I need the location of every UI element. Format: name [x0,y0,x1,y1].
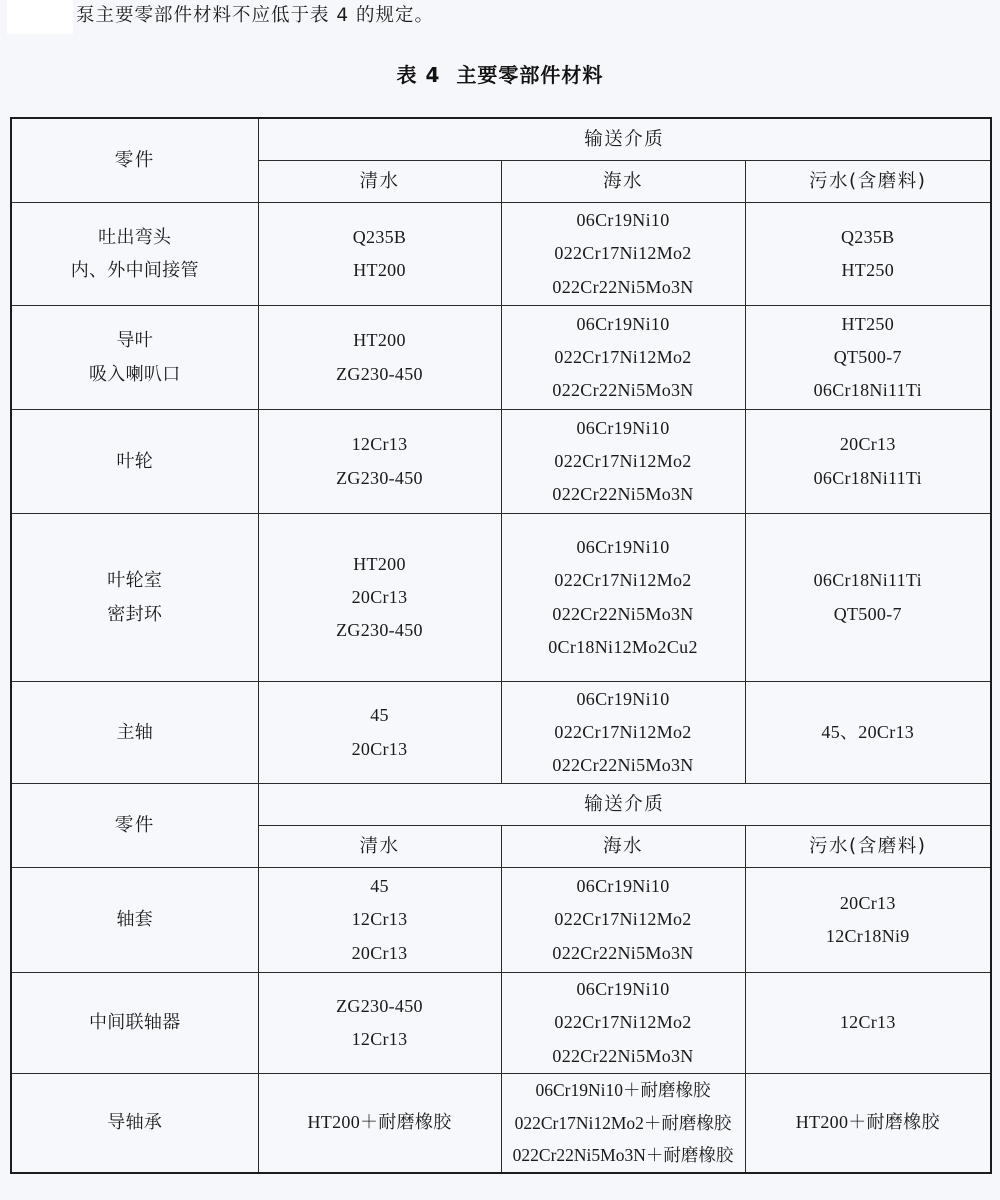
header-cell-part-repeat [11,784,258,868]
stack-sea [502,306,745,409]
row-sea-cell [501,514,745,682]
table-caption-number: 表 4 [396,63,441,87]
text-line: 022Cr17Ni12Mo2 [554,346,692,367]
text-line: 吐出弯头 [98,226,172,247]
text-line: 06Cr18Ni11Ti [813,467,922,488]
text-line: 022Cr22Ni5Mo3N [552,942,694,963]
stack-fresh [259,410,501,513]
stack-fresh [259,306,501,409]
row-waste-cell [745,682,991,784]
text-line: 20Cr13 [351,586,408,607]
row-part-cell [11,1073,258,1173]
text-line: HT200 [353,553,406,574]
header-sea-water-label: 海水 [602,170,643,192]
text-line: 022Cr22Ni5Mo3N＋耐磨橡胶 [512,1145,734,1166]
text-line: HT250 [841,313,894,334]
header-fresh-water-label: 清水 [359,170,400,192]
table-caption-title: 主要零部件材料 [456,63,604,87]
text-line: 022Cr17Ni12Mo2 [554,909,692,930]
stack-fresh [259,868,501,972]
table-caption [0,59,1000,88]
row-part-cell [11,203,258,306]
stack-sea [502,203,745,305]
stack-waste [746,868,991,972]
text-line: HT200 [353,260,406,280]
text-line: 12Cr13 [351,1028,408,1049]
text-line: 022Cr22Ni5Mo3N [552,755,694,776]
stack-waste [746,514,991,681]
row-waste-cell [745,306,991,410]
row-fresh-cell [258,514,501,682]
header-cell-part [11,118,258,203]
text-line: 密封环 [107,603,163,624]
text-line: 45 [370,876,389,897]
row-sea-cell [501,410,745,514]
text-line: HT200＋耐磨橡胶 [795,1112,940,1133]
header-sea-water-label: 海水 [602,835,643,857]
stack-part [12,410,258,513]
text-line: 主轴 [116,721,154,742]
header-cell-fresh-water [258,161,501,203]
header-waste-water-label: 污水(含磨料) [809,170,927,192]
text-line: 12Cr13 [351,434,408,455]
stack-fresh [259,682,501,783]
table-row [11,1073,991,1173]
text-line: 20Cr13 [351,942,408,963]
row-sea-cell [501,868,745,973]
text-line: 导轴承 [107,1112,163,1133]
row-waste-cell [745,203,991,306]
row-fresh-cell [258,973,501,1074]
row-fresh-cell [258,682,501,784]
stack-waste [746,682,991,783]
text-line: 0Cr18Ni12Mo2Cu2 [548,636,698,657]
text-line: QT500-7 [833,346,902,367]
row-fresh-cell [258,306,501,410]
stack-part [12,306,258,409]
row-waste-cell [745,868,991,973]
text-line: ZG230-450 [336,995,423,1016]
row-sea-cell [501,1073,745,1173]
text-line: 06Cr19Ni10 [576,536,670,557]
stack-waste [746,306,991,409]
row-part-cell [11,682,258,784]
text-line: 06Cr18Ni11Ti [813,570,922,591]
row-waste-cell [745,410,991,514]
header-part-label: 零件 [114,814,155,836]
text-line: ZG230-450 [336,363,423,384]
intro-paragraph [0,0,1000,40]
text-line: 06Cr19Ni10 [576,417,670,438]
text-line: 06Cr18Ni11Ti [813,380,922,401]
stack-fresh [259,514,501,681]
intro-text: 泵主要零部件材料不应低于表 4 的规定。 [76,5,435,26]
table-row [11,203,991,306]
stack-part [12,868,258,972]
text-line: 06Cr19Ni10 [576,210,670,231]
text-line: 06Cr19Ni10 [576,688,670,709]
materials-table-wrapper [10,117,990,1174]
row-part-cell [11,973,258,1074]
stack-sea [502,410,745,513]
row-waste-cell [745,1073,991,1173]
text-line: QT500-7 [833,603,902,624]
row-fresh-cell [258,868,501,973]
header-cell-sea-water-repeat [501,826,745,868]
stack-part [12,973,258,1073]
row-waste-cell [745,514,991,682]
text-line: 叶轮室 [107,570,163,591]
header-cell-waste-water-repeat [745,826,991,868]
stack-sea [502,514,745,681]
text-line: 导叶 [116,330,154,351]
row-sea-cell [501,682,745,784]
text-line: 吸入喇叭口 [89,363,181,384]
stack-sea [502,868,745,972]
text-line: Q235B [840,226,895,247]
text-line: 022Cr17Ni12Mo2 [554,570,692,591]
stack-fresh [259,973,501,1073]
text-line: 022Cr17Ni12Mo2 [554,721,692,742]
table-header-row-top [11,118,991,161]
text-line: 内、外中间接管 [70,260,199,280]
table-row [11,868,991,973]
text-line: 022Cr22Ni5Mo3N [552,1045,694,1066]
header-medium-label: 输送介质 [584,128,665,150]
row-sea-cell [501,306,745,410]
text-line: 022Cr17Ni12Mo2 [554,1012,692,1033]
stack-waste [746,203,991,305]
table-row [11,973,991,1074]
header-cell-waste-water [745,161,991,203]
row-fresh-cell [258,410,501,514]
row-fresh-cell [258,203,501,306]
stack-part [12,1074,258,1172]
text-line: 45、20Cr13 [821,721,915,742]
stack-waste [746,973,991,1073]
row-part-cell [11,514,258,682]
header-fresh-water-label: 清水 [359,835,400,857]
header-cell-medium-repeat [258,784,991,826]
text-line: 06Cr19Ni10 [576,313,670,334]
text-line: 20Cr13 [839,892,896,913]
text-line: 022Cr22Ni5Mo3N [552,603,694,624]
text-line: 45 [370,705,389,726]
header-cell-fresh-water-repeat [258,826,501,868]
table-header-row-top-repeat [11,784,991,826]
stack-sea [502,973,745,1073]
header-cell-sea-water [501,161,745,203]
row-waste-cell [745,973,991,1074]
stack-waste [746,1074,991,1172]
text-line: ZG230-450 [336,620,423,641]
text-line: 06Cr19Ni10 [576,979,670,999]
table-row [11,514,991,682]
text-line: 12Cr18Ni9 [825,926,910,946]
text-line: 022Cr17Ni12Mo2＋耐磨橡胶 [514,1112,732,1133]
text-line: HT200＋耐磨橡胶 [307,1112,452,1133]
text-line: 叶轮 [116,450,154,471]
row-fresh-cell [258,1073,501,1173]
text-line: 06Cr19Ni10 [576,876,670,897]
text-line: 20Cr13 [839,434,896,455]
stack-fresh [259,203,501,305]
text-line: 022Cr17Ni12Mo2 [554,450,692,471]
header-cell-medium [258,118,991,161]
header-part-label: 零件 [114,149,155,171]
stack-part [12,203,258,305]
row-part-cell [11,306,258,410]
text-line: Q235B [352,226,407,247]
text-line: 中间联轴器 [89,1012,181,1033]
stack-part [12,514,258,681]
stack-fresh [259,1074,501,1172]
text-line: HT250 [841,260,894,280]
text-line: 12Cr13 [351,909,408,930]
row-sea-cell [501,203,745,306]
text-line: 022Cr22Ni5Mo3N [552,276,694,297]
redaction-block [7,0,73,34]
header-medium-label: 输送介质 [584,793,665,815]
stack-waste [746,410,991,513]
stack-part [12,682,258,783]
text-line: 022Cr22Ni5Mo3N [552,484,694,505]
text-line: 022Cr22Ni5Mo3N [552,380,694,401]
text-line: 轴套 [116,909,154,930]
text-line: 022Cr17Ni12Mo2 [554,243,692,264]
row-part-cell [11,410,258,514]
stack-sea [502,682,745,783]
table-row [11,306,991,410]
table-row [11,682,991,784]
text-line: 06Cr19Ni10＋耐磨橡胶 [535,1080,711,1101]
stack-sea [502,1074,745,1172]
text-line: 12Cr13 [839,1012,896,1033]
text-line: ZG230-450 [336,467,423,488]
materials-table [10,117,992,1174]
header-waste-water-label: 污水(含磨料) [809,835,927,857]
table-row [11,410,991,514]
row-part-cell [11,868,258,973]
row-sea-cell [501,973,745,1074]
text-line: 20Cr13 [351,738,408,759]
text-line: HT200 [353,330,406,351]
